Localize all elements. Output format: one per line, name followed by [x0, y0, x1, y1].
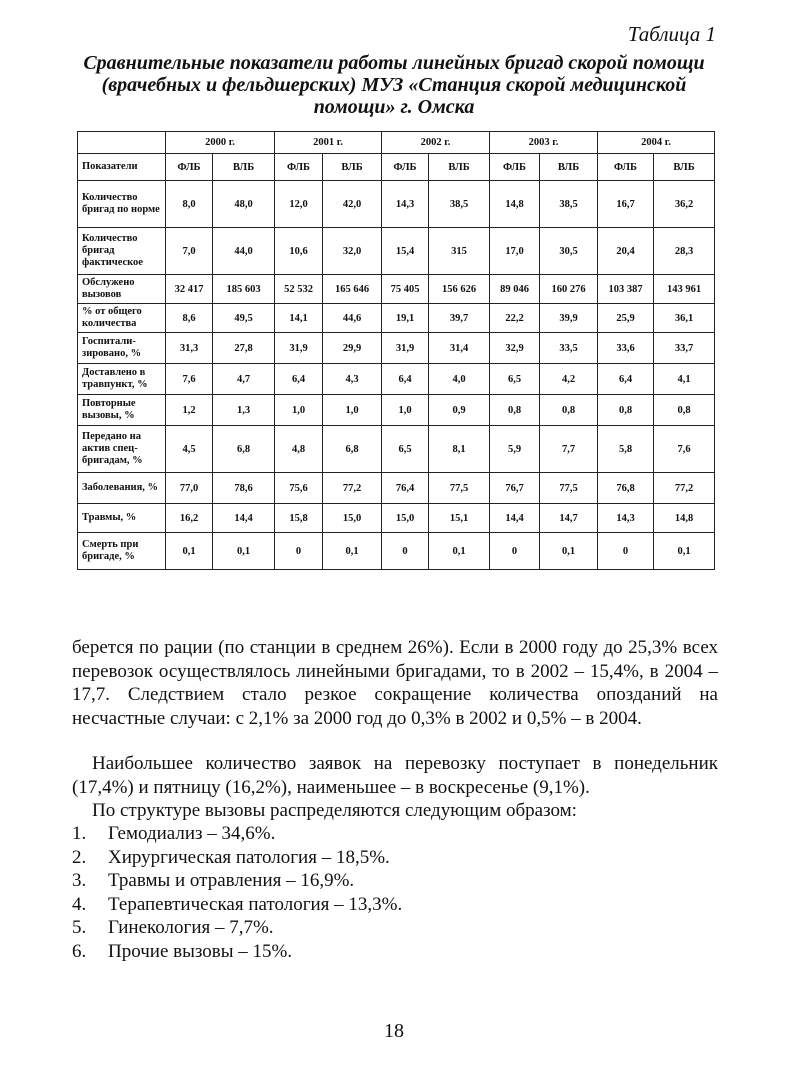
- value-cell: 315: [429, 228, 490, 275]
- value-cell: 77,2: [323, 473, 382, 504]
- year-header-cell: 2001 г.: [275, 132, 382, 154]
- value-cell: 6,4: [275, 364, 323, 395]
- value-cell: 4,3: [323, 364, 382, 395]
- value-cell: 0,1: [540, 533, 598, 570]
- table-row: [78, 364, 715, 395]
- value-cell: 78,6: [213, 473, 275, 504]
- value-cell: 156 626: [429, 275, 490, 304]
- indicator-label-cell: Смерть при бригаде, %: [78, 533, 166, 570]
- value-cell: 76,7: [490, 473, 540, 504]
- value-cell: 36,2: [654, 181, 715, 228]
- value-cell: 7,6: [654, 426, 715, 473]
- value-cell: 185 603: [213, 275, 275, 304]
- value-cell: 6,5: [490, 364, 540, 395]
- column-type-cell: ФЛБ: [166, 154, 213, 181]
- value-cell: 0,8: [598, 395, 654, 426]
- column-type-cell: ВЛБ: [429, 154, 490, 181]
- list-number: 6.: [72, 940, 87, 962]
- list-item: [72, 916, 402, 940]
- paragraph: Наибольшее количество заявок на перевозку поступает в понедельник (17,4%) и пятницу (16,2%), наименьшее – в воскресенье (9,1%).: [72, 753, 718, 798]
- value-cell: 5,9: [490, 426, 540, 473]
- value-cell: 15,4: [382, 228, 429, 275]
- caption-line: (врачебных и фельдшерских) МУЗ «Станция скорой медицинской: [101, 74, 687, 96]
- value-cell: 14,3: [598, 504, 654, 533]
- value-cell: 77,5: [429, 473, 490, 504]
- list-item: [72, 846, 402, 870]
- indicator-label-cell: Травмы, %: [78, 504, 166, 533]
- value-cell: 0,8: [654, 395, 715, 426]
- year-header-row: [78, 132, 715, 154]
- value-cell: 1,2: [166, 395, 213, 426]
- value-cell: 15,8: [275, 504, 323, 533]
- value-cell: 48,0: [213, 181, 275, 228]
- value-cell: 22,2: [490, 304, 540, 333]
- list-item: [72, 822, 402, 846]
- list-text: Прочие вызовы – 15%.: [108, 940, 293, 962]
- value-cell: 8,6: [166, 304, 213, 333]
- empty-corner-cell: [78, 132, 166, 154]
- table-row: [78, 181, 715, 228]
- indicator-label-cell: % от общего количества: [78, 304, 166, 333]
- value-cell: 1,0: [382, 395, 429, 426]
- value-cell: 75,6: [275, 473, 323, 504]
- value-cell: 6,8: [323, 426, 382, 473]
- list-number: 3.: [72, 870, 87, 891]
- value-cell: 0,8: [540, 395, 598, 426]
- table-row: [78, 275, 715, 304]
- value-cell: 49,5: [213, 304, 275, 333]
- value-cell: 36,1: [654, 304, 715, 333]
- value-cell: 143 961: [654, 275, 715, 304]
- table-row: [78, 304, 715, 333]
- value-cell: 27,8: [213, 333, 275, 364]
- value-cell: 38,5: [540, 181, 598, 228]
- list-text: Гемодиализ – 34,6%.: [108, 823, 276, 844]
- value-cell: 4,0: [429, 364, 490, 395]
- value-cell: 8,1: [429, 426, 490, 473]
- value-cell: 7,7: [540, 426, 598, 473]
- value-cell: 33,6: [598, 333, 654, 364]
- table-label: Таблица 1: [627, 22, 716, 46]
- value-cell: 52 532: [275, 275, 323, 304]
- value-cell: 30,5: [540, 228, 598, 275]
- value-cell: 19,1: [382, 304, 429, 333]
- value-cell: 77,0: [166, 473, 213, 504]
- caption-line: Сравнительные показатели работы линейных бригад скорой помощи: [83, 52, 705, 74]
- value-cell: 0,1: [429, 533, 490, 570]
- value-cell: 4,1: [654, 364, 715, 395]
- call-structure-list: [72, 822, 402, 963]
- value-cell: 1,0: [275, 395, 323, 426]
- value-cell: 25,9: [598, 304, 654, 333]
- column-type-cell: ВЛБ: [540, 154, 598, 181]
- value-cell: 31,9: [382, 333, 429, 364]
- paragraph: берется по рации (по станции в среднем 26%). Если в 2000 году до 25,3% всех перевозок осуществлялось линейными бригадами, то в 2002 – 15,4%, в 2004 – 17,7. Следствием стало резкое сокращение количества опозданий на несчастные случаи: с 2,1% за 2000 год до 0,3% в 2002 и 0,5% – в 2004.: [72, 637, 718, 729]
- value-cell: 28,3: [654, 228, 715, 275]
- value-cell: 14,8: [654, 504, 715, 533]
- year-header-cell: 2000 г.: [166, 132, 275, 154]
- list-item: [72, 940, 402, 964]
- list-text: Хирургическая патология – 18,5%.: [108, 846, 390, 868]
- value-cell: 14,3: [382, 181, 429, 228]
- column-type-cell: ВЛБ: [323, 154, 382, 181]
- value-cell: 77,2: [654, 473, 715, 504]
- value-cell: 0: [490, 533, 540, 570]
- list-item: [72, 869, 402, 893]
- value-cell: 0,1: [166, 533, 213, 570]
- value-cell: 32 417: [166, 275, 213, 304]
- value-cell: 77,5: [540, 473, 598, 504]
- value-cell: 32,9: [490, 333, 540, 364]
- value-cell: 1,0: [323, 395, 382, 426]
- indicator-label-cell: Обслужено вызовов: [78, 275, 166, 304]
- table-caption: [60, 52, 728, 118]
- value-cell: 10,6: [275, 228, 323, 275]
- value-cell: 12,0: [275, 181, 323, 228]
- value-cell: 7,6: [166, 364, 213, 395]
- value-cell: 16,7: [598, 181, 654, 228]
- table-row: [78, 473, 715, 504]
- value-cell: 6,5: [382, 426, 429, 473]
- indicator-label-cell: Передано на актив спец-бригадам, %: [78, 426, 166, 473]
- value-cell: 0,1: [323, 533, 382, 570]
- value-cell: 44,0: [213, 228, 275, 275]
- value-cell: 14,7: [540, 504, 598, 533]
- list-text: Травмы и отравления – 16,9%.: [108, 870, 355, 891]
- value-cell: 15,0: [323, 504, 382, 533]
- indicator-header-cell: Показатели: [78, 154, 166, 181]
- value-cell: 4,7: [213, 364, 275, 395]
- value-cell: 17,0: [490, 228, 540, 275]
- value-cell: 15,1: [429, 504, 490, 533]
- value-cell: 39,7: [429, 304, 490, 333]
- value-cell: 6,8: [213, 426, 275, 473]
- value-cell: 33,5: [540, 333, 598, 364]
- value-cell: 42,0: [323, 181, 382, 228]
- value-cell: 16,2: [166, 504, 213, 533]
- value-cell: 38,5: [429, 181, 490, 228]
- indicator-label-cell: Заболевания, %: [78, 473, 166, 504]
- value-cell: 14,1: [275, 304, 323, 333]
- value-cell: 31,3: [166, 333, 213, 364]
- value-cell: 7,0: [166, 228, 213, 275]
- column-type-cell: ВЛБ: [213, 154, 275, 181]
- data-table: [77, 131, 715, 570]
- table-row: [78, 228, 715, 275]
- paragraph: По структуре вызовы распределяются следующим образом:: [92, 800, 577, 821]
- value-cell: 6,4: [382, 364, 429, 395]
- value-cell: 165 646: [323, 275, 382, 304]
- indicator-label-cell: Госпитали-зировано, %: [78, 333, 166, 364]
- value-cell: 29,9: [323, 333, 382, 364]
- table-row: [78, 333, 715, 364]
- value-cell: 4,8: [275, 426, 323, 473]
- list-item: [72, 893, 402, 917]
- value-cell: 31,4: [429, 333, 490, 364]
- indicator-label-cell: Количество бригад фактическое: [78, 228, 166, 275]
- value-cell: 76,8: [598, 473, 654, 504]
- year-header-cell: 2003 г.: [490, 132, 598, 154]
- table-row: [78, 426, 715, 473]
- year-header-cell: 2004 г.: [598, 132, 715, 154]
- value-cell: 15,0: [382, 504, 429, 533]
- value-cell: 103 387: [598, 275, 654, 304]
- page-number: 18: [384, 1020, 404, 1042]
- value-cell: 5,8: [598, 426, 654, 473]
- value-cell: 32,0: [323, 228, 382, 275]
- value-cell: 33,7: [654, 333, 715, 364]
- list-text: Терапевтическая патология – 13,3%.: [108, 893, 403, 915]
- value-cell: 4,2: [540, 364, 598, 395]
- indicator-label-cell: Доставлено в травпункт, %: [78, 364, 166, 395]
- column-type-cell: ФЛБ: [598, 154, 654, 181]
- list-number: 5.: [72, 917, 87, 938]
- list-number: 1.: [72, 823, 87, 844]
- value-cell: 20,4: [598, 228, 654, 275]
- value-cell: 39,9: [540, 304, 598, 333]
- value-cell: 1,3: [213, 395, 275, 426]
- column-type-cell: ФЛБ: [275, 154, 323, 181]
- value-cell: 31,9: [275, 333, 323, 364]
- value-cell: 75 405: [382, 275, 429, 304]
- value-cell: 0: [275, 533, 323, 570]
- value-cell: 14,4: [490, 504, 540, 533]
- value-cell: 160 276: [540, 275, 598, 304]
- value-cell: 76,4: [382, 473, 429, 504]
- value-cell: 0,1: [654, 533, 715, 570]
- value-cell: 4,5: [166, 426, 213, 473]
- table-row: [78, 395, 715, 426]
- column-type-cell: ФЛБ: [382, 154, 429, 181]
- value-cell: 14,8: [490, 181, 540, 228]
- value-cell: 89 046: [490, 275, 540, 304]
- value-cell: 0: [382, 533, 429, 570]
- list-number: 2.: [72, 846, 87, 868]
- column-type-cell: ФЛБ: [490, 154, 540, 181]
- value-cell: 0,9: [429, 395, 490, 426]
- list-number: 4.: [72, 893, 87, 915]
- column-type-cell: ВЛБ: [654, 154, 715, 181]
- list-text: Гинекология – 7,7%.: [108, 917, 274, 938]
- value-cell: 8,0: [166, 181, 213, 228]
- caption-line: помощи» г. Омска: [313, 96, 475, 118]
- indicator-label-cell: Количество бригад по норме: [78, 181, 166, 228]
- indicator-label-cell: Повторные вызовы, %: [78, 395, 166, 426]
- column-header-row: [78, 154, 715, 181]
- table-row: [78, 504, 715, 533]
- value-cell: 14,4: [213, 504, 275, 533]
- value-cell: 0,1: [213, 533, 275, 570]
- value-cell: 6,4: [598, 364, 654, 395]
- value-cell: 0: [598, 533, 654, 570]
- table-row: [78, 533, 715, 570]
- value-cell: 0,8: [490, 395, 540, 426]
- value-cell: 44,6: [323, 304, 382, 333]
- year-header-cell: 2002 г.: [382, 132, 490, 154]
